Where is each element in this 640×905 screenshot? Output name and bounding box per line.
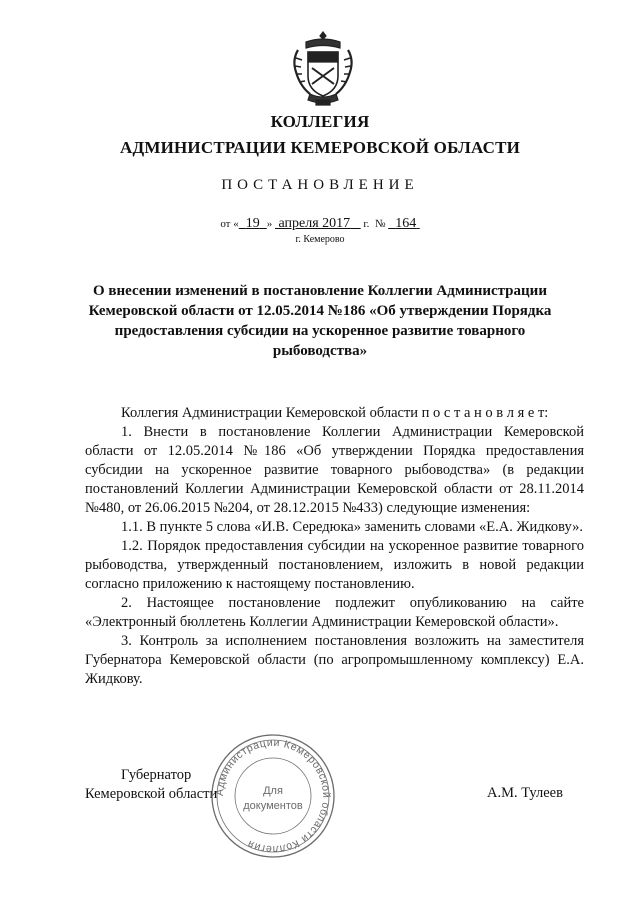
- signatory-name: А.М. Тулеев: [487, 785, 563, 801]
- document-number: 164: [395, 216, 417, 231]
- coat-of-arms-emblem: [288, 28, 358, 110]
- paragraph-3: 3. Контроль за исполнением постановления возложить на заместителя Губернатора Кемеровской области (по агропромышленному комплексу) Е.А. Жидкову.: [85, 633, 584, 687]
- stamp-center-line2: документов: [243, 800, 303, 812]
- signatory-title: [85, 766, 217, 804]
- date-month-year: апреля 2017: [278, 216, 351, 231]
- number-prefix: №: [374, 218, 386, 230]
- paragraph-intro: Коллегия Администрации Кемеровской области п о с т а н о в л я е т:: [121, 405, 549, 421]
- paragraph-2: 2. Настоящее постановление подлежит опубликованию на сайте «Электронный бюллетень Коллегии Администрации Кемеровской области».: [85, 595, 584, 630]
- organization-title-line1: КОЛЛЕГИЯ: [270, 112, 370, 131]
- official-stamp-seal: [209, 732, 337, 860]
- year-suffix: г.: [363, 218, 370, 230]
- document-subject: О внесении изменений в постановление Коллегии Администрации Кемеровской области от 12.05.2014 №186 «Об утверждении Порядка предоставления субсидии на ускоренное развитие товарного рыбоводства»: [88, 283, 552, 359]
- paragraph-1-2: 1.2. Порядок предоставления субсидии на ускоренное развитие товарного рыбоводства, утвержденный постановлением, изложить в новой редакции согласно приложению к настоящему постановлению.: [85, 538, 584, 592]
- date-prefix: от «: [220, 218, 239, 230]
- signatory-title-line1: Губернатор: [121, 767, 192, 783]
- paragraph-1-1: 1.1. В пункте 5 слова «И.В. Середюка» заменить словами «Е.А. Жидкову».: [121, 519, 584, 535]
- organization-title-line2: АДМИНИСТРАЦИИ КЕМЕРОВСКОЙ ОБЛАСТИ: [119, 138, 521, 157]
- date-and-number-line: [0, 216, 640, 232]
- document-type: ПОСТАНОВЛЕНИЕ: [221, 177, 419, 193]
- date-close-quote: »: [266, 218, 273, 230]
- paragraph-1: 1. Внести в постановление Коллегии Администрации Кемеровской области от 12.05.2014 №186 «Об утверждении Порядка предоставления субсидии на ускоренное развитие товарного рыбоводства» (в редакции постановлений Коллегии Администрации Кемеровской области от 28.11.2014 №480, от 26.06.2015 №204, от 28.12.2015 №433) следующие изменения:: [85, 424, 584, 516]
- date-day: 19: [245, 216, 260, 231]
- stamp-center-line1: Для: [263, 785, 283, 797]
- signatory-title-line2: Кемеровской области: [85, 786, 218, 802]
- svg-text:Администрации Кемеровской обла: Администрации Кемеровской области Коллегия: [213, 736, 333, 856]
- document-body: [85, 404, 584, 689]
- place-of-issue: г. Кемерово: [295, 234, 345, 245]
